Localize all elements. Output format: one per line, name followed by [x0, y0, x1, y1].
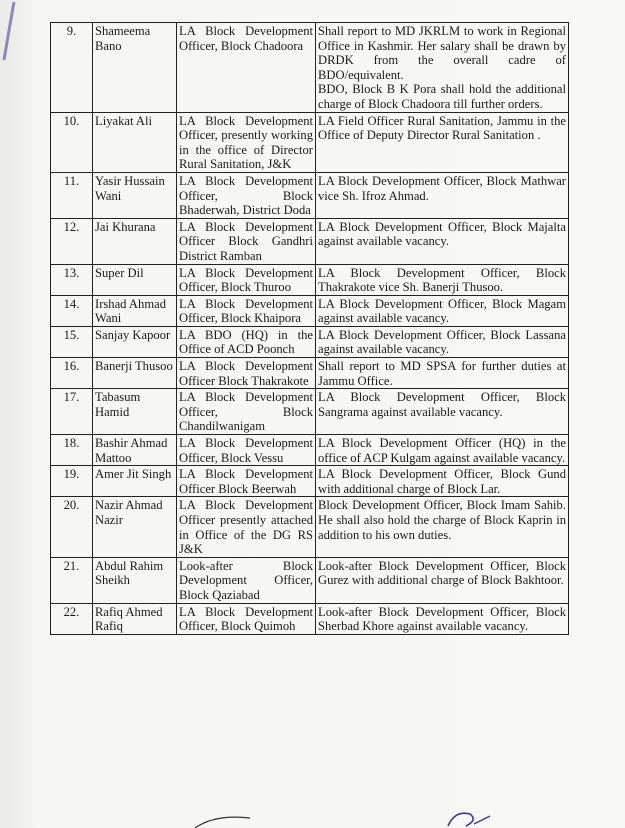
new-posting-paragraph: Shall report to MD SPSA for further duties at Jammu Office. — [318, 359, 566, 388]
serial-number-cell: 10. — [51, 112, 93, 172]
serial-number-cell: 18. — [51, 435, 93, 466]
new-posting-paragraph: Shall report to MD JKRLM to work in Regional Office in Kashmir. Her salary shall be drawn by DRDK from the overall cadre of BDO/equivalent. — [318, 24, 566, 82]
signature-marks — [0, 800, 625, 828]
present-posting-cell: LA Block Development Officer, Block Bhaderwah, District Doda — [177, 172, 316, 218]
present-posting-cell: LA Block Development Officer, presently working in the office of Director Rural Sanitation, J&K — [177, 112, 316, 172]
officer-name-cell: Banerji Thusoo — [93, 358, 177, 389]
table-row — [51, 557, 569, 603]
new-posting-cell — [316, 466, 569, 497]
officer-name-cell: Super Dil — [93, 264, 177, 295]
new-posting-paragraph: LA Block Development Officer, Block Magam against available vacancy. — [318, 296, 566, 326]
new-posting-paragraph: LA Block Development Officer, Block Mathwar vice Sh. Ifroz Ahmad. — [318, 173, 566, 203]
new-posting-cell — [316, 603, 569, 634]
serial-number-cell: 20. — [51, 497, 93, 557]
new-posting-paragraph: LA Field Officer Rural Sanitation, Jammu in the Office of Deputy Director Rural Sanitation . — [318, 113, 566, 143]
present-posting-cell: LA BDO (HQ) in the Office of ACD Poonch — [177, 326, 316, 357]
present-posting-cell: LA Block Development Officer, Block Thuroo — [177, 264, 316, 295]
new-posting-cell — [316, 218, 569, 264]
new-posting-paragraph: Block Development Officer, Block Imam Sahib. He shall also hold the charge of Block Kaprin in addition to his own duties. — [318, 498, 566, 542]
new-posting-cell — [316, 295, 569, 326]
new-posting-paragraph: Look-after Block Development Officer, Block Sherbad Khore against available vacancy. — [318, 604, 566, 634]
serial-number-cell: 9. — [51, 23, 93, 113]
present-posting-cell: LA Block Development Officer, Block Chandilwanigam — [177, 389, 316, 435]
serial-number-cell: 13. — [51, 264, 93, 295]
new-posting-cell — [316, 172, 569, 218]
present-posting-cell: LA Block Development Officer, Block Chadoora — [177, 23, 316, 113]
serial-number-cell: 11. — [51, 172, 93, 218]
table-row — [51, 23, 569, 113]
new-posting-cell — [316, 112, 569, 172]
serial-number-cell: 17. — [51, 389, 93, 435]
table-row — [51, 326, 569, 357]
present-posting-cell: LA Block Development Officer presently attached in Office of the DG RS J&K — [177, 497, 316, 557]
new-posting-cell — [316, 557, 569, 603]
new-posting-paragraph: LA Block Development Officer, Block Majalta against available vacancy. — [318, 219, 566, 249]
table-row — [51, 603, 569, 634]
serial-number-cell: 14. — [51, 295, 93, 326]
officer-name-cell: Jai Khurana — [93, 218, 177, 264]
table-row — [51, 172, 569, 218]
officer-name-cell: Nazir Ahmad Nazir — [93, 497, 177, 557]
new-posting-paragraph: LA Block Development Officer, Block Thakrakote vice Sh. Banerji Thusoo. — [318, 265, 566, 295]
binding-stroke — [0, 0, 30, 90]
serial-number-cell: 16. — [51, 358, 93, 389]
new-posting-paragraph: LA Block Development Officer, Block Lassana against available vacancy. — [318, 327, 566, 357]
new-posting-cell — [316, 326, 569, 357]
present-posting-cell: LA Block Development Officer Block Thakrakote — [177, 358, 316, 389]
new-posting-cell — [316, 358, 569, 389]
officer-name-cell: Yasir Hussain Wani — [93, 172, 177, 218]
serial-number-cell: 22. — [51, 603, 93, 634]
present-posting-cell: LA Block Development Officer Block Gandhri District Ramban — [177, 218, 316, 264]
serial-number-cell: 21. — [51, 557, 93, 603]
officer-name-cell: Sanjay Kapoor — [93, 326, 177, 357]
table-row — [51, 218, 569, 264]
serial-number-cell: 15. — [51, 326, 93, 357]
new-posting-paragraph: Look-after Block Development Officer, Block Gurez with additional charge of Block Bakhtoor. — [318, 558, 566, 588]
serial-number-cell: 12. — [51, 218, 93, 264]
serial-number-cell: 19. — [51, 466, 93, 497]
new-posting-paragraph: LA Block Development Officer, Block Gund with additional charge of Block Lar. — [318, 467, 566, 496]
new-posting-paragraph: LA Block Development Officer (HQ) in the office of ACP Kulgam against available vacancy. — [318, 436, 566, 465]
table-row — [51, 295, 569, 326]
new-posting-cell — [316, 389, 569, 435]
officer-name-cell: Tabasum Hamid — [93, 389, 177, 435]
present-posting-cell: LA Block Development Officer Block Beerwah — [177, 466, 316, 497]
present-posting-cell: Look-after Block Development Officer, Block Qaziabad — [177, 557, 316, 603]
officer-name-cell: Abdul Rahim Sheikh — [93, 557, 177, 603]
table-row — [51, 358, 569, 389]
table-row — [51, 497, 569, 557]
officer-name-cell: Shameema Bano — [93, 23, 177, 113]
officer-name-cell: Irshad Ahmad Wani — [93, 295, 177, 326]
new-posting-cell — [316, 264, 569, 295]
table-row — [51, 466, 569, 497]
new-posting-cell — [316, 23, 569, 113]
new-posting-cell — [316, 435, 569, 466]
transfer-orders-table — [50, 22, 569, 635]
table-row — [51, 389, 569, 435]
table-row — [51, 264, 569, 295]
present-posting-cell: LA Block Development Officer, Block Khaipora — [177, 295, 316, 326]
table-row — [51, 112, 569, 172]
officer-name-cell: Liyakat Ali — [93, 112, 177, 172]
present-posting-cell: LA Block Development Officer, Block Quimoh — [177, 603, 316, 634]
table-row — [51, 435, 569, 466]
new-posting-cell — [316, 497, 569, 557]
officer-name-cell: Bashir Ahmad Mattoo — [93, 435, 177, 466]
officer-name-cell: Amer Jit Singh — [93, 466, 177, 497]
present-posting-cell: LA Block Development Officer, Block Vessu — [177, 435, 316, 466]
new-posting-paragraph: LA Block Development Officer, Block Sangrama against available vacancy. — [318, 390, 566, 419]
officer-name-cell: Rafiq Ahmed Rafiq — [93, 603, 177, 634]
new-posting-paragraph: BDO, Block B K Pora shall hold the additional charge of Block Chadoora till further orders. — [318, 82, 566, 111]
